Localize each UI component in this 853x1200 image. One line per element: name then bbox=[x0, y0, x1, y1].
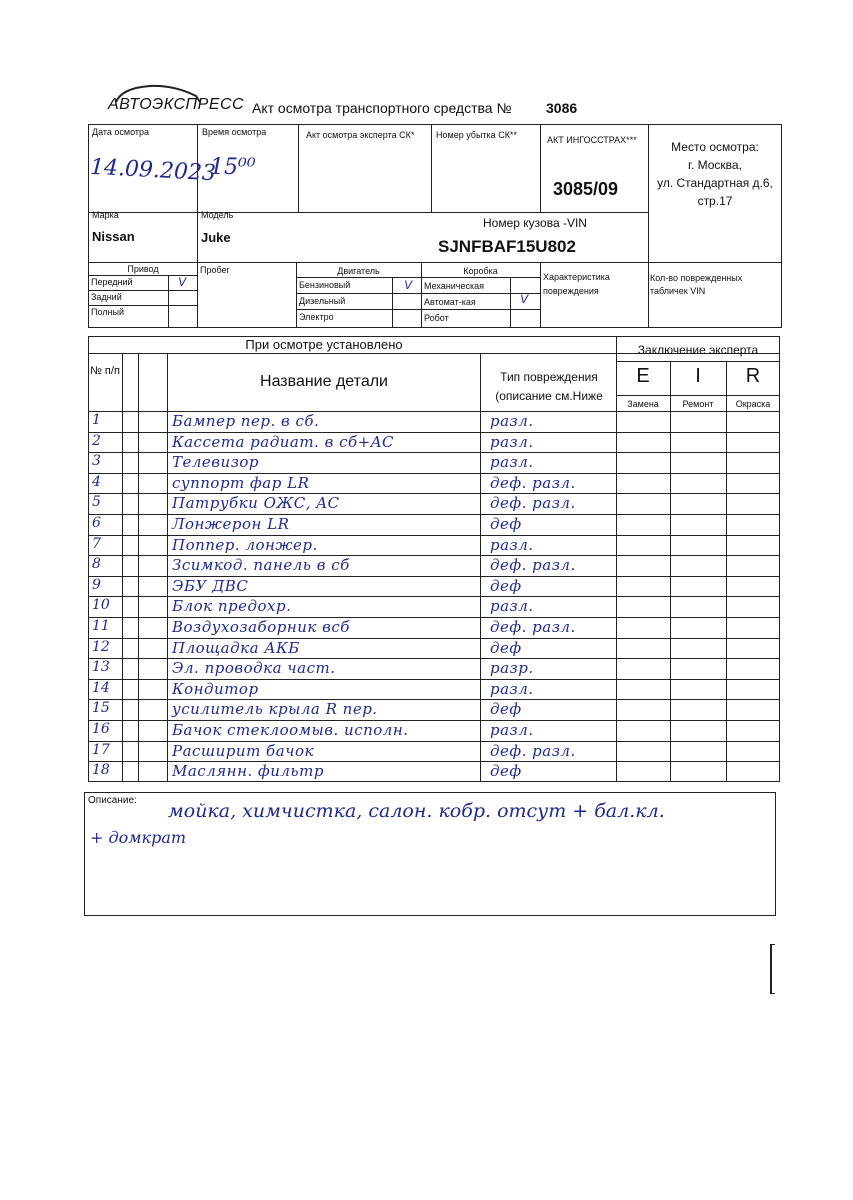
gearbox-robot: Робот bbox=[424, 313, 449, 323]
gearbox-manual: Механическая bbox=[424, 281, 485, 291]
row-part-name: Лонжерон LR bbox=[172, 515, 290, 533]
drive-front-check: V bbox=[178, 275, 187, 289]
loss-number-label: Номер убытка СК** bbox=[436, 130, 517, 140]
col-e-sub: Замена bbox=[627, 399, 659, 409]
row-number: 13 bbox=[92, 659, 110, 676]
row-number: 16 bbox=[92, 721, 110, 737]
damage-type-label: Тип повреждения (описание см.Ниже bbox=[495, 370, 603, 403]
row-number: 18 bbox=[92, 762, 110, 779]
drive-label: Привод bbox=[127, 264, 159, 274]
row-damage-type: разл. bbox=[490, 453, 534, 472]
ingos-label: АКТ ИНГОССТРАХ*** bbox=[547, 135, 637, 145]
col-e-header: E bbox=[636, 365, 650, 387]
make-value: Nissan bbox=[92, 229, 135, 244]
row-damage-type: деф. разл. bbox=[490, 741, 576, 760]
row-part-name: ЭБУ ДВС bbox=[172, 576, 249, 595]
col-r-sub: Окраска bbox=[735, 399, 771, 409]
row-part-name: Бампер пер. в сб. bbox=[172, 412, 320, 430]
row-number: 6 bbox=[92, 515, 101, 531]
num-label: № п/п bbox=[90, 365, 120, 377]
gearbox-auto: Автомат-кая bbox=[424, 297, 476, 307]
description-line2: + домкрат bbox=[90, 828, 187, 847]
row-damage-type: деф. разл. bbox=[490, 556, 576, 575]
row-damage-type: разр. bbox=[490, 659, 534, 678]
row-part-name: Кондитор bbox=[172, 679, 259, 698]
col-i-header: I bbox=[695, 365, 701, 387]
row-damage-type: деф. разл. bbox=[490, 494, 576, 513]
description-line1: мойка, химчистка, салон. кобр. отсут + бал.кл. bbox=[168, 800, 665, 822]
engine-diesel: Дизельный bbox=[299, 296, 346, 306]
time-value: 15⁰⁰ bbox=[210, 155, 256, 180]
engine-label: Двигатель bbox=[337, 266, 380, 276]
row-part-name: Кассета радиат. в сб+AC bbox=[172, 432, 395, 451]
model-value: Juke bbox=[201, 230, 231, 245]
place-line1: г. Москва, bbox=[688, 158, 742, 172]
engine-petrol: Бензиновый bbox=[299, 280, 351, 290]
vin-plates-label: Кол-во поврежденных табличек VIN bbox=[650, 273, 743, 296]
row-number: 8 bbox=[92, 556, 101, 573]
row-number: 12 bbox=[92, 638, 110, 655]
row-part-name: Блок предохр. bbox=[172, 597, 292, 616]
row-part-name: Расширит бачок bbox=[172, 741, 314, 760]
date-value: 14.09.2023 bbox=[89, 154, 217, 187]
document-title: Акт осмотра транспортного средства № bbox=[252, 100, 512, 116]
row-damage-type: деф. разл. bbox=[490, 473, 576, 492]
col-r-header: R bbox=[745, 365, 761, 387]
row-damage-type: разл. bbox=[490, 597, 534, 616]
row-damage-type: деф. разл. bbox=[490, 618, 576, 636]
row-number: 3 bbox=[92, 453, 101, 470]
row-number: 17 bbox=[92, 741, 110, 758]
gearbox-label: Коробка bbox=[463, 266, 498, 276]
time-label: Время осмотра bbox=[202, 127, 267, 137]
place-line3: стр.17 bbox=[697, 194, 733, 208]
row-number: 10 bbox=[92, 597, 110, 614]
engine-electric: Электро bbox=[299, 312, 334, 322]
expert-label: Заключение эксперта bbox=[637, 343, 759, 357]
drive-front: Передний bbox=[91, 277, 133, 287]
row-damage-type: разл. bbox=[490, 535, 534, 554]
row-number: 4 bbox=[92, 473, 101, 490]
row-number: 2 bbox=[92, 432, 101, 449]
margin-bracket bbox=[770, 944, 772, 994]
row-part-name: усилитель крыла R пер. bbox=[172, 700, 378, 719]
col-i-sub: Ремонт bbox=[682, 399, 714, 409]
row-number: 14 bbox=[92, 679, 110, 696]
row-damage-type: разл. bbox=[490, 679, 534, 698]
row-damage-type: разл. bbox=[490, 432, 534, 451]
row-damage-type: деф bbox=[490, 638, 522, 657]
row-part-name: Поппер. лонжер. bbox=[172, 535, 318, 554]
found-label: При осмотре установлено bbox=[245, 337, 403, 352]
act-number: 3086 bbox=[546, 100, 578, 116]
row-number: 15 bbox=[92, 700, 110, 717]
row-part-name: Телевизор bbox=[172, 453, 260, 472]
vin-value: SJNFBAF15U802 bbox=[438, 237, 576, 256]
ingos-value: 3085/09 bbox=[553, 179, 619, 199]
row-part-name: Площадка АКБ bbox=[172, 638, 300, 657]
row-part-name: суппорт фар LR bbox=[172, 473, 310, 492]
place-label: Место осмотра: bbox=[671, 140, 759, 154]
row-part-name: Эл. проводка част. bbox=[172, 659, 336, 678]
part-name-label: Название детали bbox=[260, 373, 388, 390]
sk-act-label: Акт осмотра эксперта СК* bbox=[306, 130, 415, 140]
row-number: 5 bbox=[92, 494, 101, 511]
description-label: Описание: bbox=[88, 795, 137, 806]
row-damage-type: деф bbox=[490, 515, 522, 533]
row-part-name: Зсимкод. панель в сб bbox=[172, 556, 350, 575]
row-number: 7 bbox=[92, 535, 101, 552]
damage-char-label: Характеристика повреждения bbox=[543, 272, 610, 296]
engine-petrol-check: V bbox=[404, 278, 413, 292]
row-damage-type: деф bbox=[490, 700, 522, 719]
model-label: Модель bbox=[201, 210, 234, 220]
logo-text: АВТОЭКСПРЕСС bbox=[108, 96, 245, 113]
gearbox-auto-check: V bbox=[520, 292, 529, 306]
row-damage-type: деф bbox=[490, 576, 522, 595]
drive-full: Полный bbox=[91, 307, 124, 317]
row-part-name: Маслянн. фильтр bbox=[172, 762, 324, 781]
row-damage-type: деф bbox=[490, 762, 522, 781]
row-number: 9 bbox=[92, 576, 101, 593]
mileage-label: Пробег bbox=[200, 265, 230, 275]
row-part-name: Патрубки ОЖС, AC bbox=[172, 494, 340, 513]
row-part-name: Воздухозаборник всб bbox=[172, 618, 350, 636]
drive-rear: Задний bbox=[91, 292, 122, 302]
date-label: Дата осмотра bbox=[92, 127, 150, 137]
place-line2: ул. Стандартная д.6, bbox=[657, 176, 773, 190]
row-part-name: Бачок стеклоомыв. исполн. bbox=[172, 721, 409, 739]
row-number: 1 bbox=[92, 412, 101, 428]
row-damage-type: разл. bbox=[490, 412, 534, 430]
vin-label: Номер кузова -VIN bbox=[483, 216, 587, 230]
row-damage-type: разл. bbox=[490, 721, 534, 739]
make-label: Марка bbox=[92, 210, 119, 220]
row-number: 11 bbox=[92, 618, 110, 634]
